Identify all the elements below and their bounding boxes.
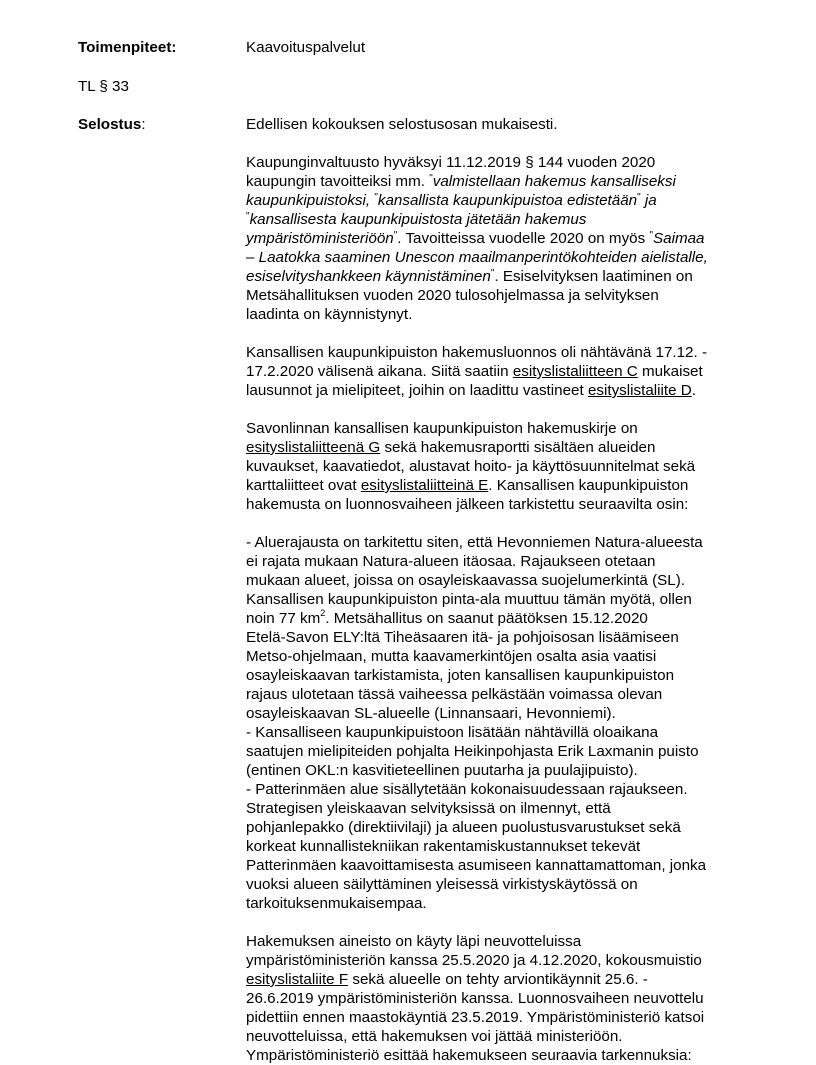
para-line: Kansallisen kaupunkipuiston pinta-ala muuttuu tämän myötä, ollen	[246, 591, 692, 608]
attachment-link-d[interactable]: esityslistaliite D	[587, 382, 692, 399]
attachment-link-c[interactable]: esityslistaliitteen C	[512, 363, 638, 380]
toimenpiteet-label: Toimenpiteet:	[78, 39, 177, 56]
para-line	[246, 210, 746, 229]
para-line: Hakemuksen aineisto on käyty läpi neuvotteluissa	[246, 933, 582, 950]
para-line: Metsähallituksen vuoden 2020 tulosohjelmassa ja selvityksen	[246, 287, 659, 304]
para-line: Kansallisen kaupunkipuiston hakemusluonnos oli nähtävänä 17.12. -	[246, 344, 708, 361]
italic-span: ympäristöministeriöön	[246, 230, 394, 247]
paragraph-application	[246, 419, 746, 514]
text-span: . Esiselvityksen laatiminen on	[494, 268, 693, 285]
para-line: Savonlinnan kansallisen kaupunkipuiston hakemuskirje on	[246, 420, 638, 437]
para-line: Ympäristöministeriö esittää hakemukseen seuraavia tarkennuksia:	[246, 1047, 692, 1064]
para-line: hakemusta on luonnosvaiheen jälkeen tarkistettu seuraavilta osin:	[246, 496, 689, 513]
text-span: . Tavoitteissa vuodelle 2020 on myös	[397, 230, 650, 247]
para-line: korkeat kunnallistekniikan rakentamiskustannukset tekevät	[246, 838, 641, 855]
para-line: ei rajata mukaan Natura-alueen itäosaa. Rajaukseen otetaan	[246, 553, 656, 570]
para-line	[246, 609, 746, 628]
para-line: Etelä-Savon ELY:ltä Tiheäsaaren itä- ja pohjoisosan lisäämiseen	[246, 629, 679, 646]
quote-mark: "	[393, 230, 398, 241]
para-line: (entinen OKL:n kasvitieteellinen puutarha ja puulajipuisto).	[246, 762, 638, 779]
text-span: 17.2.2020 välisenä aikana. Siitä saatiin	[246, 363, 513, 380]
italic-span: kansallista kaupunkipuistoa edistetään	[377, 192, 638, 209]
selostus-label-colon: :	[141, 116, 146, 133]
quote-mark: "	[649, 230, 653, 241]
italic-span: kaupunkipuistoksi,	[246, 192, 375, 209]
italic-span: valmistellaan hakemus kansalliseksi	[432, 173, 676, 190]
quote-mark: "	[429, 173, 433, 184]
para-line	[246, 438, 746, 457]
attachment-link-f[interactable]: esityslistaliite F	[246, 971, 349, 988]
quote-mark: "	[246, 211, 250, 222]
para-line: - Aluerajausta on tarkitettu siten, että Hevonniemen Natura-alueesta	[246, 534, 703, 551]
selostus-label-text: Selostus	[78, 116, 142, 133]
quote-mark: "	[374, 192, 378, 203]
text-span: kaupungin tavoitteiksi mm.	[246, 173, 430, 190]
text-span: .	[691, 382, 696, 399]
para-line: tarkoituksenmukaisempaa.	[246, 895, 427, 912]
para-line	[246, 381, 746, 400]
italic-span: kansallisesta kaupunkipuistosta jätetään hakemus	[249, 211, 587, 228]
para-line: neuvotteluissa, että hakemuksen voi jättää ministeriöön.	[246, 1028, 623, 1045]
italic-span: ja	[640, 192, 657, 209]
superscript: 2	[320, 607, 326, 618]
para-line: ympäristöministeriön kanssa 25.5.2020 ja 4.12.2020, kokousmuistio	[246, 952, 702, 969]
paragraph-negotiations	[246, 932, 746, 1065]
para-line	[246, 172, 746, 191]
text-span: sekä alueelle on tehty arviontikäynnit 25.6. -	[348, 971, 648, 988]
toimenpiteet-value	[246, 38, 746, 57]
paragraph-draft	[246, 343, 746, 400]
intro-line: Edellisen kokouksen selostusosan mukaisesti.	[246, 116, 558, 133]
section-number: TL § 33	[78, 78, 129, 95]
para-line	[246, 970, 746, 989]
quote-mark: "	[490, 268, 495, 279]
attachment-link-e[interactable]: esityslistaliitteinä E	[360, 477, 489, 494]
text-span: sekä hakemusraportti sisältäen alueiden	[380, 439, 656, 456]
para-line	[246, 267, 746, 286]
para-line: osayleiskaavan tarkistamista, joten kansallisen kaupunkipuiston	[246, 667, 675, 684]
para-line: rajaus ulotetaan tässä vaiheessa pelkästään voimassa olevan	[246, 686, 663, 703]
para-line	[246, 362, 746, 381]
toimenpiteet-value-text: Kaavoituspalvelut	[246, 39, 366, 56]
para-line: - Kansalliseen kaupunkipuistoon lisätään nähtävillä oloaikana	[246, 724, 659, 741]
italic-span: esiselvityshankkeen käynnistäminen	[246, 268, 491, 285]
document-body	[246, 115, 746, 1065]
para-line: pidettiin ennen maastokäyntiä 23.5.2019. Ympäristöministeriö katsoi	[246, 1009, 705, 1026]
attachment-link-g[interactable]: esityslistaliitteenä G	[246, 439, 381, 456]
para-line: 26.6.2019 ympäristöministeriön kanssa. Luonnosvaiheen neuvottelu	[246, 990, 704, 1007]
para-line: Metso-ohjelmaan, mutta kaavamerkintöjen osalta asia vaatisi	[246, 648, 657, 665]
text-span: karttaliitteet ovat	[246, 477, 361, 494]
text-span: . Kansallisen kaupunkipuiston	[488, 477, 689, 494]
para-line: Kaupunginvaltuusto hyväksyi 11.12.2019 § 144 vuoden 2020	[246, 154, 656, 171]
text-span: lausunnot ja mielipiteet, joihin on laadittu vastineet	[246, 382, 588, 399]
para-line: Strategisen yleiskaavan selvityksissä on ilmennyt, että	[246, 800, 611, 817]
quote-mark: "	[637, 192, 641, 203]
para-line: laadinta on käynnistynyt.	[246, 306, 413, 323]
paragraph-changes	[246, 533, 746, 913]
para-line: - Patterinmäen alue sisällytetään kokonaisuudessaan rajaukseen.	[246, 781, 688, 798]
italic-span: Saimaa	[653, 230, 705, 247]
para-line: Patterinmäen kaavoittamisesta asumiseen kannattamattoman, jonka	[246, 857, 707, 874]
para-line	[246, 476, 746, 495]
para-line: osayleiskaavan SL-alueelle (Linnansaari, Hevonniemi).	[246, 705, 616, 722]
para-line: – Laatokka saaminen Unescon maailmanperintökohteiden aielistalle,	[246, 249, 708, 266]
para-line: vuoksi alueen säilyttäminen yleisessä virkistyskäytössä on	[246, 876, 638, 893]
para-line: pohjanlepakko (direktiivilaji) ja alueen puolustusvarustukset sekä	[246, 819, 681, 836]
selostus-label	[78, 115, 146, 134]
paragraph-objectives	[246, 153, 746, 324]
para-line: saatujen mielipiteiden pohjalta Heikinpohjasta Erik Laxmanin puisto	[246, 743, 699, 760]
text-span: . Metsähallitus on saanut päätöksen 15.12.2020	[325, 610, 648, 627]
para-line: kuvaukset, kaavatiedot, alustavat hoito- ja käyttösuunnitelmat sekä	[246, 458, 696, 475]
text-span: mukaiset	[637, 363, 703, 380]
text-span: noin 77 km	[246, 610, 321, 627]
para-line: mukaan alueet, joissa on osayleiskaavassa suojelumerkintä (SL).	[246, 572, 685, 589]
para-line	[246, 191, 746, 210]
para-line	[246, 229, 746, 248]
